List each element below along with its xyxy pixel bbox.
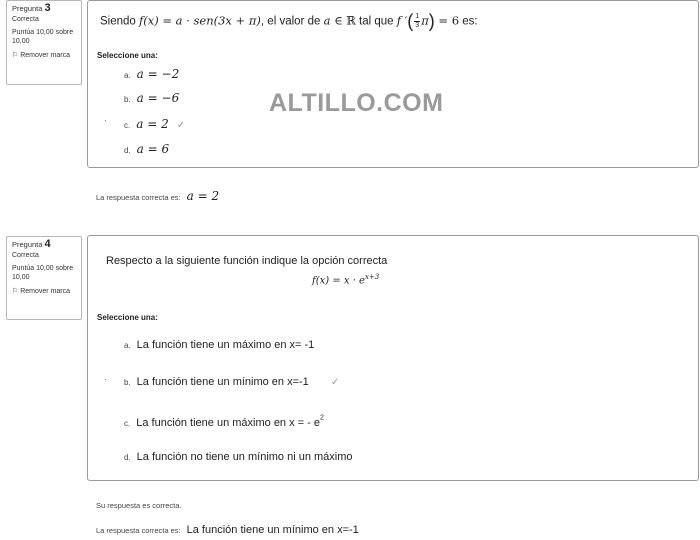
- formula-4: $f(x) = x \cdot e^{x+3}$: [312, 273, 380, 287]
- watermark: ALTILLO.COM: [269, 89, 444, 117]
- select-label-3: Seleccione una:: [97, 51, 158, 60]
- question-card-3: [87, 0, 699, 168]
- question-grade-4: Puntúa 10,00 sobre 10,00: [12, 265, 74, 281]
- select-label-4: Seleccione una:: [97, 313, 158, 322]
- question-state-3: Correcta: [12, 16, 39, 23]
- option-3b[interactable]: b. a = −6: [124, 91, 180, 105]
- flag-icon: ⚐: [12, 52, 19, 59]
- option-4a[interactable]: a. La función tiene un máximo en x= -1: [124, 339, 315, 351]
- option-4b[interactable]: b. La función tiene un mínimo en x=-1 ✓: [124, 376, 340, 388]
- question-grade-3: Puntúa 10,00 sobre 10,00: [12, 29, 74, 45]
- question-info-3: [6, 0, 82, 85]
- selected-dot-icon: ·: [104, 115, 107, 125]
- correct-answer-4: La respuesta correcta es: La función tiene un mínimo en x=-1: [96, 524, 359, 536]
- option-3d[interactable]: d. a = 6: [124, 142, 170, 156]
- flag-question-4[interactable]: ⚐ Remover marca: [12, 288, 71, 295]
- flag-icon: ⚐: [12, 288, 19, 295]
- correct-answer-3: La respuesta correcta es: a = 2: [96, 189, 220, 203]
- option-4c[interactable]: c. La función tiene un máximo en x = - $e^2$: [124, 414, 324, 429]
- question-state-4: Correcta: [12, 252, 39, 259]
- question-stem-4: Respecto a la siguiente función indique la opción correcta: [106, 255, 388, 267]
- selected-dot-icon: ·: [104, 374, 107, 384]
- question-stem-3: Siendo f(x) = a · sen(3x + π), el valor de a ∈ ℝ tal que f ′( $\frac{1}{3}$ π) = 6 es:: [100, 11, 478, 31]
- feedback-4: Su respuesta es correcta.: [96, 501, 182, 510]
- fraction: $\frac{1}{3}$: [415, 13, 420, 29]
- checkmark-icon: ✓: [176, 120, 186, 131]
- flag-question-3[interactable]: ⚐ Remover marca: [12, 52, 71, 59]
- option-4d[interactable]: d. La función no tiene un mínimo ni un máximo: [124, 451, 353, 463]
- question-number-4: Pregunta 4: [12, 238, 51, 250]
- question-info-4: [6, 236, 82, 320]
- question-number-3: Pregunta 3: [12, 2, 51, 14]
- option-3a[interactable]: a. a = −2: [124, 67, 180, 81]
- question-card-4: [87, 235, 699, 481]
- checkmark-icon: ✓: [330, 377, 340, 388]
- option-3c[interactable]: c. a = 2 ✓: [124, 117, 186, 131]
